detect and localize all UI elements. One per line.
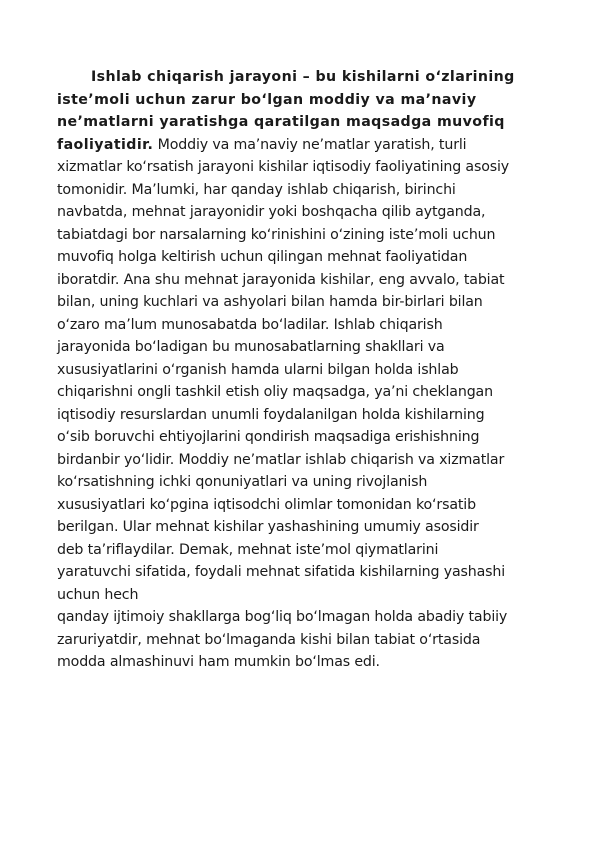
text-line bbox=[57, 651, 593, 674]
line-text: deb ta’riflaydilar. Demak, mehnat iste’mol qiymatlarini bbox=[57, 541, 439, 558]
line-text: jarayonida bo‘ladigan bu munosabatlarning shakllari va bbox=[57, 339, 445, 355]
bold-term: Ishlab chiqarish jarayoni – bu kishilarni o‘zlarining bbox=[91, 69, 515, 85]
text-line bbox=[57, 89, 593, 112]
line-text: uchun hech bbox=[57, 586, 139, 603]
line-text: iqtisodiy resurslardan unumli foydalanilgan holda kishilarning bbox=[57, 406, 485, 423]
text-line bbox=[57, 561, 593, 584]
text-line bbox=[57, 314, 593, 337]
line-text: navbatda, mehnat jarayonidir yoki boshqacha qilib aytganda, bbox=[57, 204, 486, 220]
text-line bbox=[57, 269, 593, 292]
bold-term: faoliyatidir. bbox=[57, 136, 154, 153]
text-line bbox=[57, 494, 593, 517]
line-text: xususiyatlari ko‘pgina iqtisodchi olimlar tomonidan ko‘rsatib bbox=[57, 496, 476, 513]
line-text: xizmatlar ko‘rsatish jarayoni kishilar iqtisodiy faoliyatining asosiy bbox=[57, 159, 510, 175]
text-line bbox=[57, 471, 593, 494]
text-line bbox=[57, 404, 593, 427]
text-line bbox=[57, 381, 593, 404]
body-paragraph bbox=[57, 66, 593, 674]
text-line bbox=[57, 584, 593, 607]
line-text: qanday ijtimoiy shakllarga bog‘liq bo‘lmagan holda abadiy tabiiy bbox=[57, 609, 508, 625]
text-line bbox=[57, 359, 593, 382]
line-text: modda almashinuvi ham mumkin bo‘lmas edi. bbox=[57, 654, 380, 670]
line-text: berilgan. Ular mehnat kishilar yashashining umumiy asosidir bbox=[57, 519, 479, 535]
line-text: zaruriyatdir, mehnat bo‘lmaganda kishi bilan tabiat o‘rtasida bbox=[57, 631, 481, 648]
text-line bbox=[57, 291, 593, 314]
bold-term: iste’moli uchun zarur bo‘lgan moddiy va ma’naviy bbox=[57, 91, 477, 108]
line-text: yaratuvchi sifatida, foydali mehnat sifatida kishilarning yashashi bbox=[57, 564, 505, 580]
text-line bbox=[57, 156, 593, 179]
line-text: iboratdir. Ana shu mehnat jarayonida kishilar, eng avvalo, tabiat bbox=[57, 271, 505, 288]
text-line bbox=[57, 426, 593, 449]
line-text: Moddiy va ma’naviy ne’matlar yaratish, turli bbox=[153, 136, 467, 153]
line-text: chiqarishni ongli tashkil etish oliy maqsadga, ya’ni cheklangan bbox=[57, 384, 493, 400]
text-line bbox=[57, 179, 593, 202]
text-line bbox=[57, 66, 593, 89]
text-line bbox=[57, 606, 593, 629]
text-line bbox=[57, 516, 593, 539]
line-text: tomonidir. Ma’lumki, har qanday ishlab chiqarish, birinchi bbox=[57, 181, 456, 198]
text-line bbox=[57, 246, 593, 269]
text-line bbox=[57, 629, 593, 652]
line-text: birdanbir yo‘lidir. Moddiy ne’matlar ishlab chiqarish va xizmatlar bbox=[57, 451, 505, 468]
line-text: bilan, uning kuchlari va ashyolari bilan hamda bir-birlari bilan bbox=[57, 294, 483, 310]
text-line bbox=[57, 449, 593, 472]
text-line bbox=[57, 111, 593, 134]
line-text: tabiatdagi bor narsalarning ko‘rinishini o‘zining iste’moli uchun bbox=[57, 226, 496, 243]
line-text: o‘zaro ma’lum munosabatda bo‘ladilar. Ishlab chiqarish bbox=[57, 316, 443, 333]
line-text: o‘sib boruvchi ehtiyojlarini qondirish maqsadiga erishishning bbox=[57, 429, 480, 445]
text-line bbox=[57, 134, 593, 157]
line-text: muvofiq holga keltirish uchun qilingan mehnat faoliyatidan bbox=[57, 249, 468, 265]
text-line bbox=[57, 224, 593, 247]
text-line bbox=[57, 539, 593, 562]
line-text: xususiyatlarini o‘rganish hamda ularni bilgan holda ishlab bbox=[57, 361, 459, 378]
text-line bbox=[57, 336, 593, 359]
text-line bbox=[57, 201, 593, 224]
line-text: ko‘rsatishning ichki qonuniyatlari va uning rivojlanish bbox=[57, 474, 428, 490]
bold-term: ne’matlarni yaratishga qaratilgan maqsadga muvofiq bbox=[57, 114, 505, 130]
